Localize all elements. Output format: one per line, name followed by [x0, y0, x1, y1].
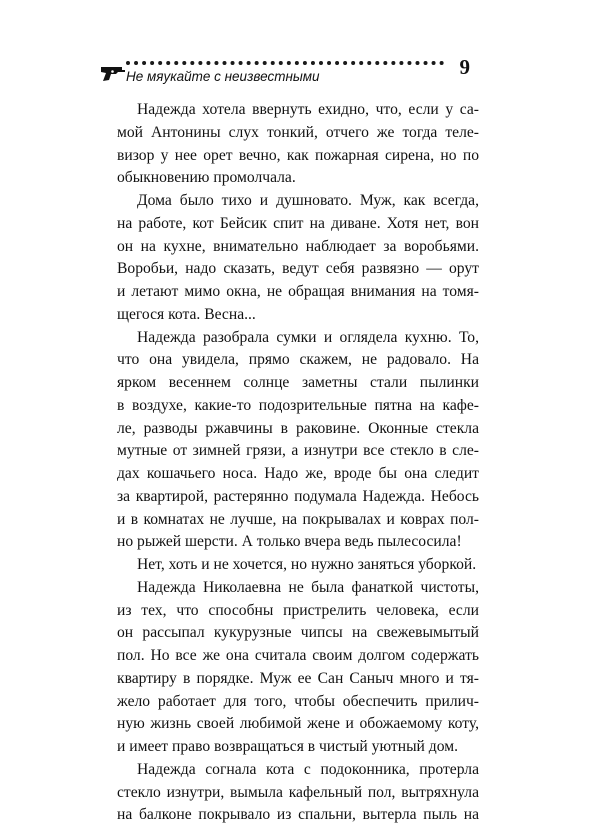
text-line: он на кухне, внимательно наблюдает за воробьями. — [117, 237, 479, 255]
text-line: ле, разводы ржавчины в раковине. Оконные стекла — [117, 419, 479, 437]
text-line: Надежда Николаевна не была фанаткой чистоты, — [137, 578, 479, 596]
running-header — [100, 55, 470, 88]
text-line: и в комнатах не лучше, на покрывалах и коврах пол- — [117, 510, 479, 528]
text-line: ярком весеннем солнце заметны стали пылинки — [117, 374, 479, 391]
text-line: квартиру в порядке. Муж ее Сан Саныч много и тя- — [117, 669, 479, 687]
text-line: на балконе покрывало из спальни, вытерла пыль на — [117, 806, 479, 824]
text-line: стекло изнутри, вымыла кафельный пол, вытряхнула — [117, 783, 479, 801]
text-line: Нет, хоть и не хочется, но нужно заняться уборкой. — [137, 556, 477, 573]
text-line: из тех, что способны пристрелить человека, если — [117, 601, 479, 619]
text-line: обыкновению промолчала. — [117, 169, 296, 187]
text-line: ную жизнь своей любимой жене и обожаемому коту, — [117, 715, 479, 733]
text-line: но рыжей шерсти. А только вчера ведь пылесосила! — [117, 533, 462, 551]
text-line: что она увидела, прямо скажем, не радовало. На — [117, 351, 479, 369]
text-line: дах кошачьего носа. Надо же, вроде бы она следит — [117, 465, 479, 482]
text-line: и имеет право возвращаться в чистый уютный дом. — [117, 738, 458, 755]
text-line: визор у нее орет вечно, как пожарная сирена, но по — [117, 146, 479, 164]
text-line: щегося кота. Весна... — [117, 305, 256, 323]
body-text — [117, 99, 479, 827]
text-line: Надежда разобрала сумки и оглядела кухню. То, — [137, 328, 479, 346]
revolver-icon — [100, 64, 126, 82]
text-line: жело работает для того, чтобы обеспечить прилич- — [117, 692, 479, 710]
text-line: Дома было тихо и душновато. Муж, как всегда, — [137, 192, 479, 209]
text-line: мой Антонины слух тонкий, отчего же тогда теле- — [117, 123, 479, 141]
text-line: и летают мимо окна, не обращая внимания на томя- — [117, 283, 479, 300]
text-line: Надежда хотела ввернуть ехидно, что, если у са- — [137, 101, 479, 118]
page-number: 9 — [459, 55, 470, 79]
text-line: на работе, кот Бейсик спит на диване. Хотя нет, вон — [117, 214, 479, 232]
text-line: пол. Но все же она считала своим долгом содержать — [117, 647, 479, 664]
text-line: Надежда согнала кота с подоконника, протерла — [137, 760, 479, 778]
text-line: в воздухе, какие-то подозрительные пятна на кафе- — [117, 396, 479, 414]
text-line: за квартирой, растерянно подумала Надежда. Небось — [117, 487, 479, 505]
text-line: Воробьи, надо сказать, ведут себя развязно — орут — [117, 260, 479, 278]
running-title: Не мяукайте с неизвестными — [126, 69, 320, 84]
text-line: он рассыпал кукурузные чипсы на свежевымытый — [117, 624, 479, 642]
text-line: мутные от зимней грязи, а изнутри все стекло в сле- — [117, 442, 479, 460]
